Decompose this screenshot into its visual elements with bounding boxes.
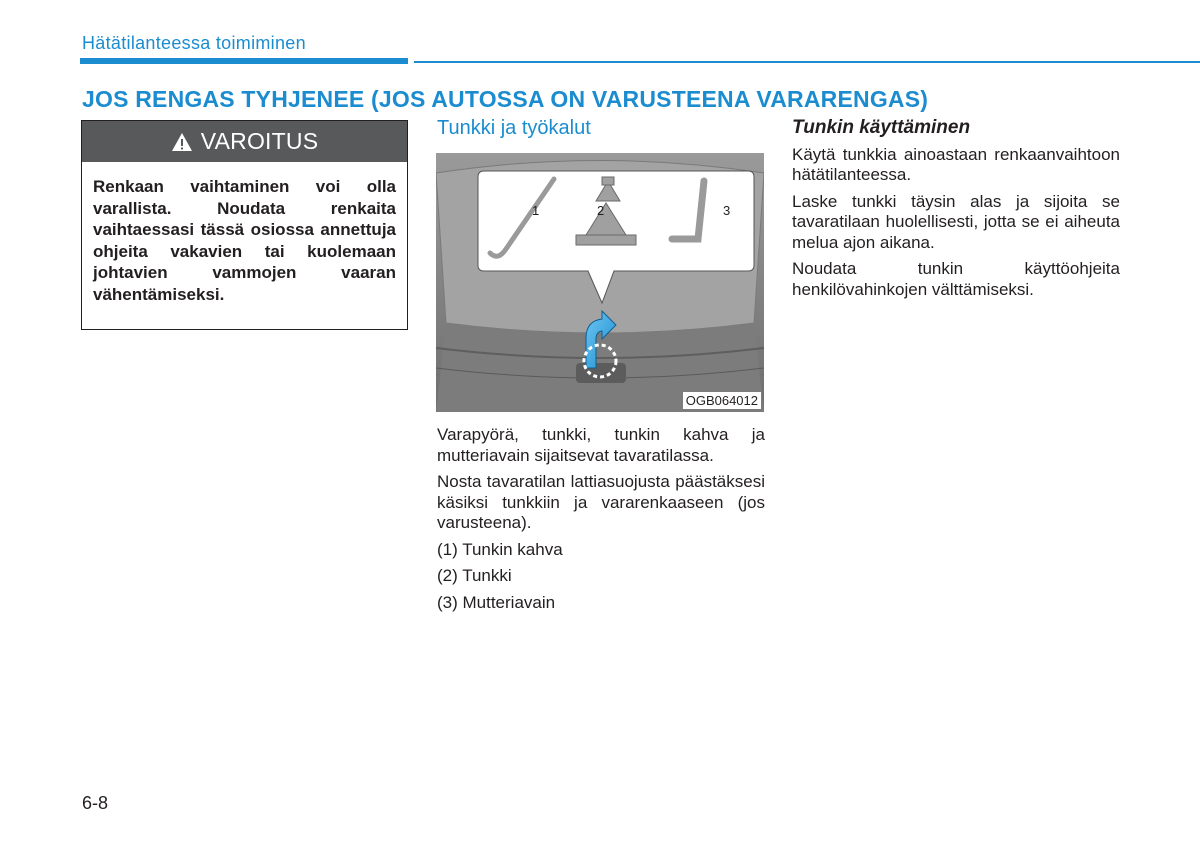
header-rule-thick xyxy=(80,58,408,64)
jack-use-paragraph-1: Käytä tunkkia ainoastaan renkaanvaihtoon hätätilanteessa. xyxy=(792,144,1120,184)
tools-paragraph-1: Varapyörä, tunkki, tunkin kahva ja mutteriavain sijaitsevat tavaratilassa. xyxy=(437,425,765,465)
tools-item-3: (3) Mutteriavain xyxy=(437,592,556,612)
warning-box xyxy=(81,120,408,330)
jack-use-paragraph-2: Laske tunkki täysin alas ja sijoita se tavaratilaan huolellisesti, jotta se ei aiheuta melua ajon aikana. xyxy=(792,191,1120,252)
tools-item-2: (2) Tunkki xyxy=(437,566,512,585)
warning-triangle-icon xyxy=(171,132,193,152)
header-rule-thin xyxy=(414,61,1200,63)
jack-use-section xyxy=(792,118,1120,306)
tools-paragraph-2: Nosta tavaratilan lattiasuojusta päästäksesi käsiksi tunkkiin ja vararenkaaseen (jos varusteena). xyxy=(437,472,765,532)
page-number: 6-8 xyxy=(82,793,109,813)
warning-title: VAROITUS xyxy=(200,128,319,154)
trunk-tools-figure xyxy=(436,153,764,412)
callout-2: 2 xyxy=(597,203,605,218)
tools-item-1: (1) Tunkin kahva xyxy=(437,539,563,559)
jack-use-paragraph-3: Noudata tunkin käyttöohjeita henkilövahinkojen välttämiseksi. xyxy=(792,259,1120,299)
section-title: JOS RENGAS TYHJENEE (JOS AUTOSSA ON VARUSTEENA VARARENGAS) xyxy=(82,86,929,112)
warning-text: Renkaan vaihtaminen voi olla varallista. Noudata renkaita vaihtaessasi tässä osiossa annettuja ohjeita vakavien tai kuolemaan johtavien vammojen vaaran vähentämiseksi. xyxy=(93,177,396,304)
chapter-header: Hätätilanteessa toimiminen xyxy=(82,33,306,53)
callout-3: 3 xyxy=(723,203,731,218)
jack-use-title: Tunkin käyttäminen xyxy=(792,117,971,138)
tools-text xyxy=(437,425,765,619)
callout-1: 1 xyxy=(532,203,540,218)
warning-header xyxy=(82,121,407,162)
figure-code: OGB064012 xyxy=(683,392,761,409)
tools-title: Tunkki ja työkalut xyxy=(437,117,591,139)
